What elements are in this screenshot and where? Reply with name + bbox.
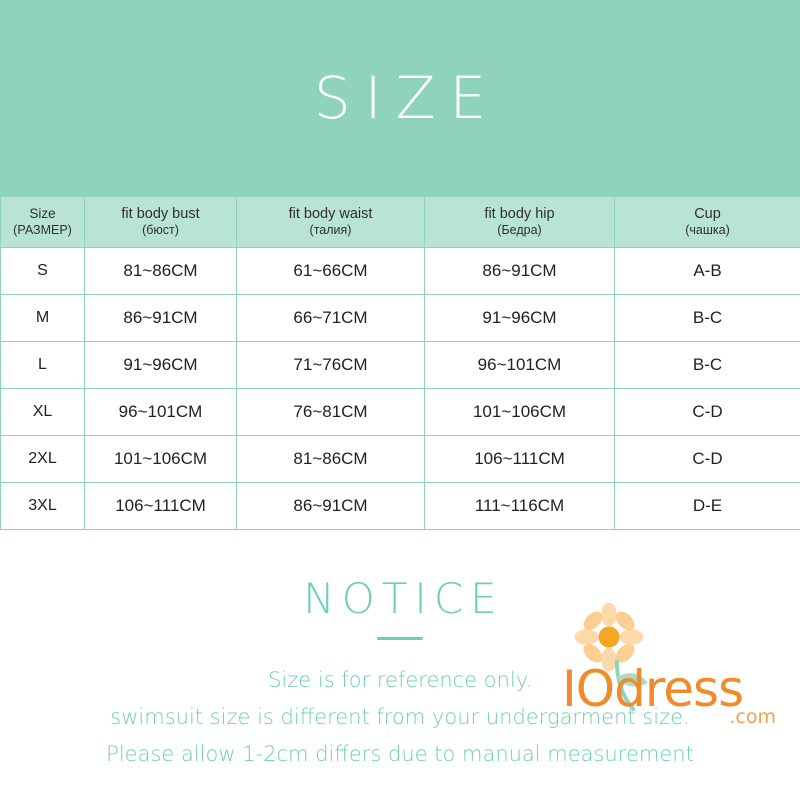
cell-bust: 106~111CM [85,483,237,530]
cell-size: L [1,342,85,389]
cell-size: M [1,295,85,342]
cell-bust: 96~101CM [85,389,237,436]
table-row [1,248,800,295]
cell-hip: 101~106CM [425,389,615,436]
cell-hip: 111~116CM [425,483,615,530]
logo-text: IOdress [562,660,743,718]
cell-hip: 86~91CM [425,248,615,295]
page-title: SIZE [300,64,500,132]
header-banner [0,0,800,196]
column-header-size [1,197,85,248]
cell-waist: 81~86CM [237,436,425,483]
column-header-cup-sub: (чашка) [616,223,799,239]
cell-cup: D-E [615,483,800,530]
cell-waist: 61~66CM [237,248,425,295]
notice-divider [377,637,423,640]
column-header-bust [85,197,237,248]
column-header-bust-main: fit body bust [121,206,199,222]
brand-logo [562,602,782,752]
table-row [1,295,800,342]
cell-hip: 96~101CM [425,342,615,389]
cell-cup: A-B [615,248,800,295]
notice-line-3: Please allow 1-2cm differs due to manual measurement [0,736,800,773]
logo-domain: .com [729,706,776,728]
cell-bust: 91~96CM [85,342,237,389]
column-header-hip-sub: (Бедра) [426,223,613,239]
column-header-waist [237,197,425,248]
size-table [0,196,800,530]
table-row [1,342,800,389]
cell-size: 3XL [1,483,85,530]
column-header-cup [615,197,800,248]
cell-bust: 86~91CM [85,295,237,342]
table-body [1,248,800,530]
cell-hip: 106~111CM [425,436,615,483]
column-header-waist-main: fit body waist [289,206,373,222]
cell-waist: 71~76CM [237,342,425,389]
cell-cup: C-D [615,436,800,483]
table-row [1,389,800,436]
table-row [1,483,800,530]
cell-bust: 81~86CM [85,248,237,295]
column-header-waist-sub: (талия) [238,223,423,239]
cell-waist: 86~91CM [237,483,425,530]
notice-line-1: Size is for reference only. [0,662,800,699]
cell-cup: C-D [615,389,800,436]
cell-cup: B-C [615,342,800,389]
column-header-size-sub: (РАЗМЕР) [2,223,83,239]
cell-waist: 66~71CM [237,295,425,342]
size-table-wrapper [0,196,800,530]
column-header-size-main: Size [29,206,55,221]
column-header-bust-sub: (бюст) [86,223,235,239]
cell-size: XL [1,389,85,436]
cell-size: 2XL [1,436,85,483]
cell-cup: B-C [615,295,800,342]
column-header-cup-main: Cup [694,206,721,222]
table-header-row [1,197,800,248]
notice-title: NOTICE [0,574,800,623]
notice-line-2: swimsuit size is different from your undergarment size. [0,699,800,736]
table-row [1,436,800,483]
cell-hip: 91~96CM [425,295,615,342]
column-header-hip-main: fit body hip [484,206,554,222]
column-header-hip [425,197,615,248]
cell-waist: 76~81CM [237,389,425,436]
cell-bust: 101~106CM [85,436,237,483]
table-header [1,197,800,248]
notice-section [0,530,800,806]
cell-size: S [1,248,85,295]
